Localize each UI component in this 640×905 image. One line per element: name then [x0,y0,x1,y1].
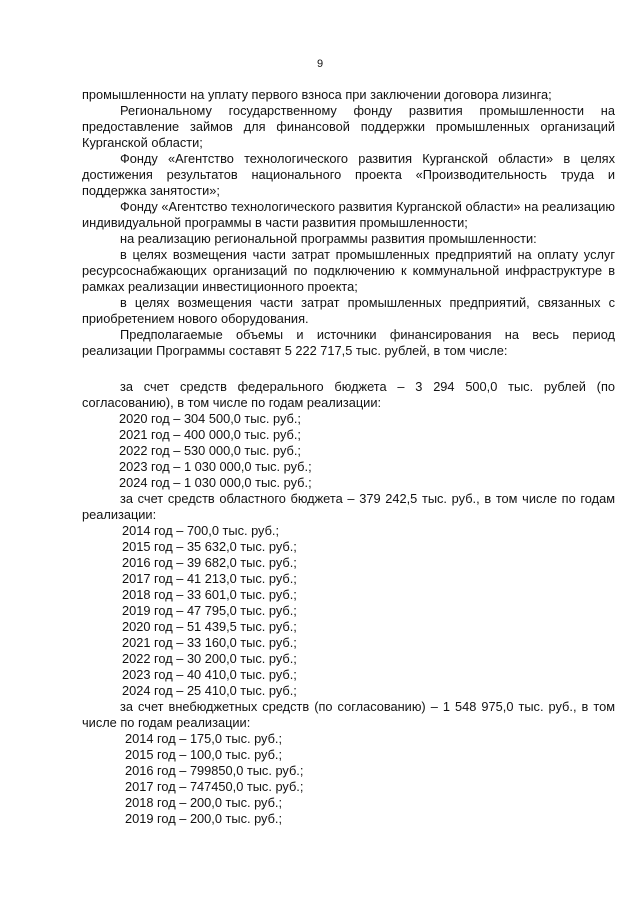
paragraph-regional-fund: Региональному государственному фонду развития промышленности на предоставление займов для финансовой поддержки промышленных организаций Курганской области; [82,103,615,150]
list-item: 2015 год – 100,0 тыс. руб.; [125,747,283,762]
list-item: 2014 год – 175,0 тыс. руб.; [125,731,283,746]
federal-years-list [82,411,615,491]
spacer [82,359,615,379]
list-item: 2019 год – 47 795,0 тыс. руб.; [122,603,297,618]
paragraph-utility-costs: в целях возмещения части затрат промышленных предприятий на оплату услуг ресурсоснабжающих организаций по подключению к коммунальной инфраструктуре в рамках реализации инвестиционного проекта; [82,247,615,294]
list-item: 2018 год – 33 601,0 тыс. руб.; [122,587,297,602]
paragraph-leasing: промышленности на уплату первого взноса при заключении договора лизинга; [82,87,552,102]
list-item: 2014 год – 700,0 тыс. руб.; [122,523,280,538]
list-item: 2016 год – 39 682,0 тыс. руб.; [122,555,297,570]
list-item: 2017 год – 747450,0 тыс. руб.; [125,779,304,794]
extrabudgetary-years-list [82,731,615,827]
list-item: 2018 год – 200,0 тыс. руб.; [125,795,283,810]
list-item: 2016 год – 799850,0 тыс. руб.; [125,763,304,778]
page-number: 9 [316,58,324,70]
list-item: 2023 год – 40 410,0 тыс. руб.; [122,667,297,682]
list-item: 2022 год – 30 200,0 тыс. руб.; [122,651,297,666]
list-item: 2020 год – 51 439,5 тыс. руб.; [122,619,297,634]
list-item: 2023 год – 1 030 000,0 тыс. руб.; [119,459,312,474]
regional-budget-intro: за счет средств областного бюджета – 379 242,5 тыс. руб., в том числе по годам реализации: [82,491,615,522]
list-item: 2017 год – 41 213,0 тыс. руб.; [122,571,297,586]
paragraph-equipment-costs: в целях возмещения части затрат промышленных предприятий, связанных с приобретением нового оборудования. [82,295,615,326]
document-body [82,87,615,827]
list-item: 2019 год – 200,0 тыс. руб.; [125,811,283,826]
regional-years-list [82,523,615,699]
list-item: 2022 год – 530 000,0 тыс. руб.; [119,443,301,458]
list-item: 2020 год – 304 500,0 тыс. руб.; [119,411,301,426]
list-item: 2021 год – 400 000,0 тыс. руб.; [119,427,301,442]
paragraph-regional-program: на реализацию региональной программы развития промышленности: [120,231,537,246]
list-item: 2015 год – 35 632,0 тыс. руб.; [122,539,297,554]
paragraph-agency-individual-program: Фонду «Агентство технологического развития Курганской области» на реализацию индивидуальной программы в части развития промышленности; [82,199,615,230]
paragraph-agency-national-project: Фонду «Агентство технологического развития Курганской области» в целях достижения результатов национального проекта «Производительность труда и поддержка занятости»; [82,151,615,198]
paragraph-total-financing: Предполагаемые объемы и источники финансирования на весь период реализации Программы составят 5 222 717,5 тыс. рублей, в том числе: [82,327,615,358]
list-item: 2021 год – 33 160,0 тыс. руб.; [122,635,297,650]
extrabudgetary-intro: за счет внебюджетных средств (по согласованию) – 1 548 975,0 тыс. руб., в том числе по годам реализации: [82,699,615,730]
list-item: 2024 год – 25 410,0 тыс. руб.; [122,683,297,698]
federal-budget-intro: за счет средств федерального бюджета – 3 294 500,0 тыс. рублей (по согласованию), в том числе по годам реализации: [82,379,615,410]
list-item: 2024 год – 1 030 000,0 тыс. руб.; [119,475,312,490]
